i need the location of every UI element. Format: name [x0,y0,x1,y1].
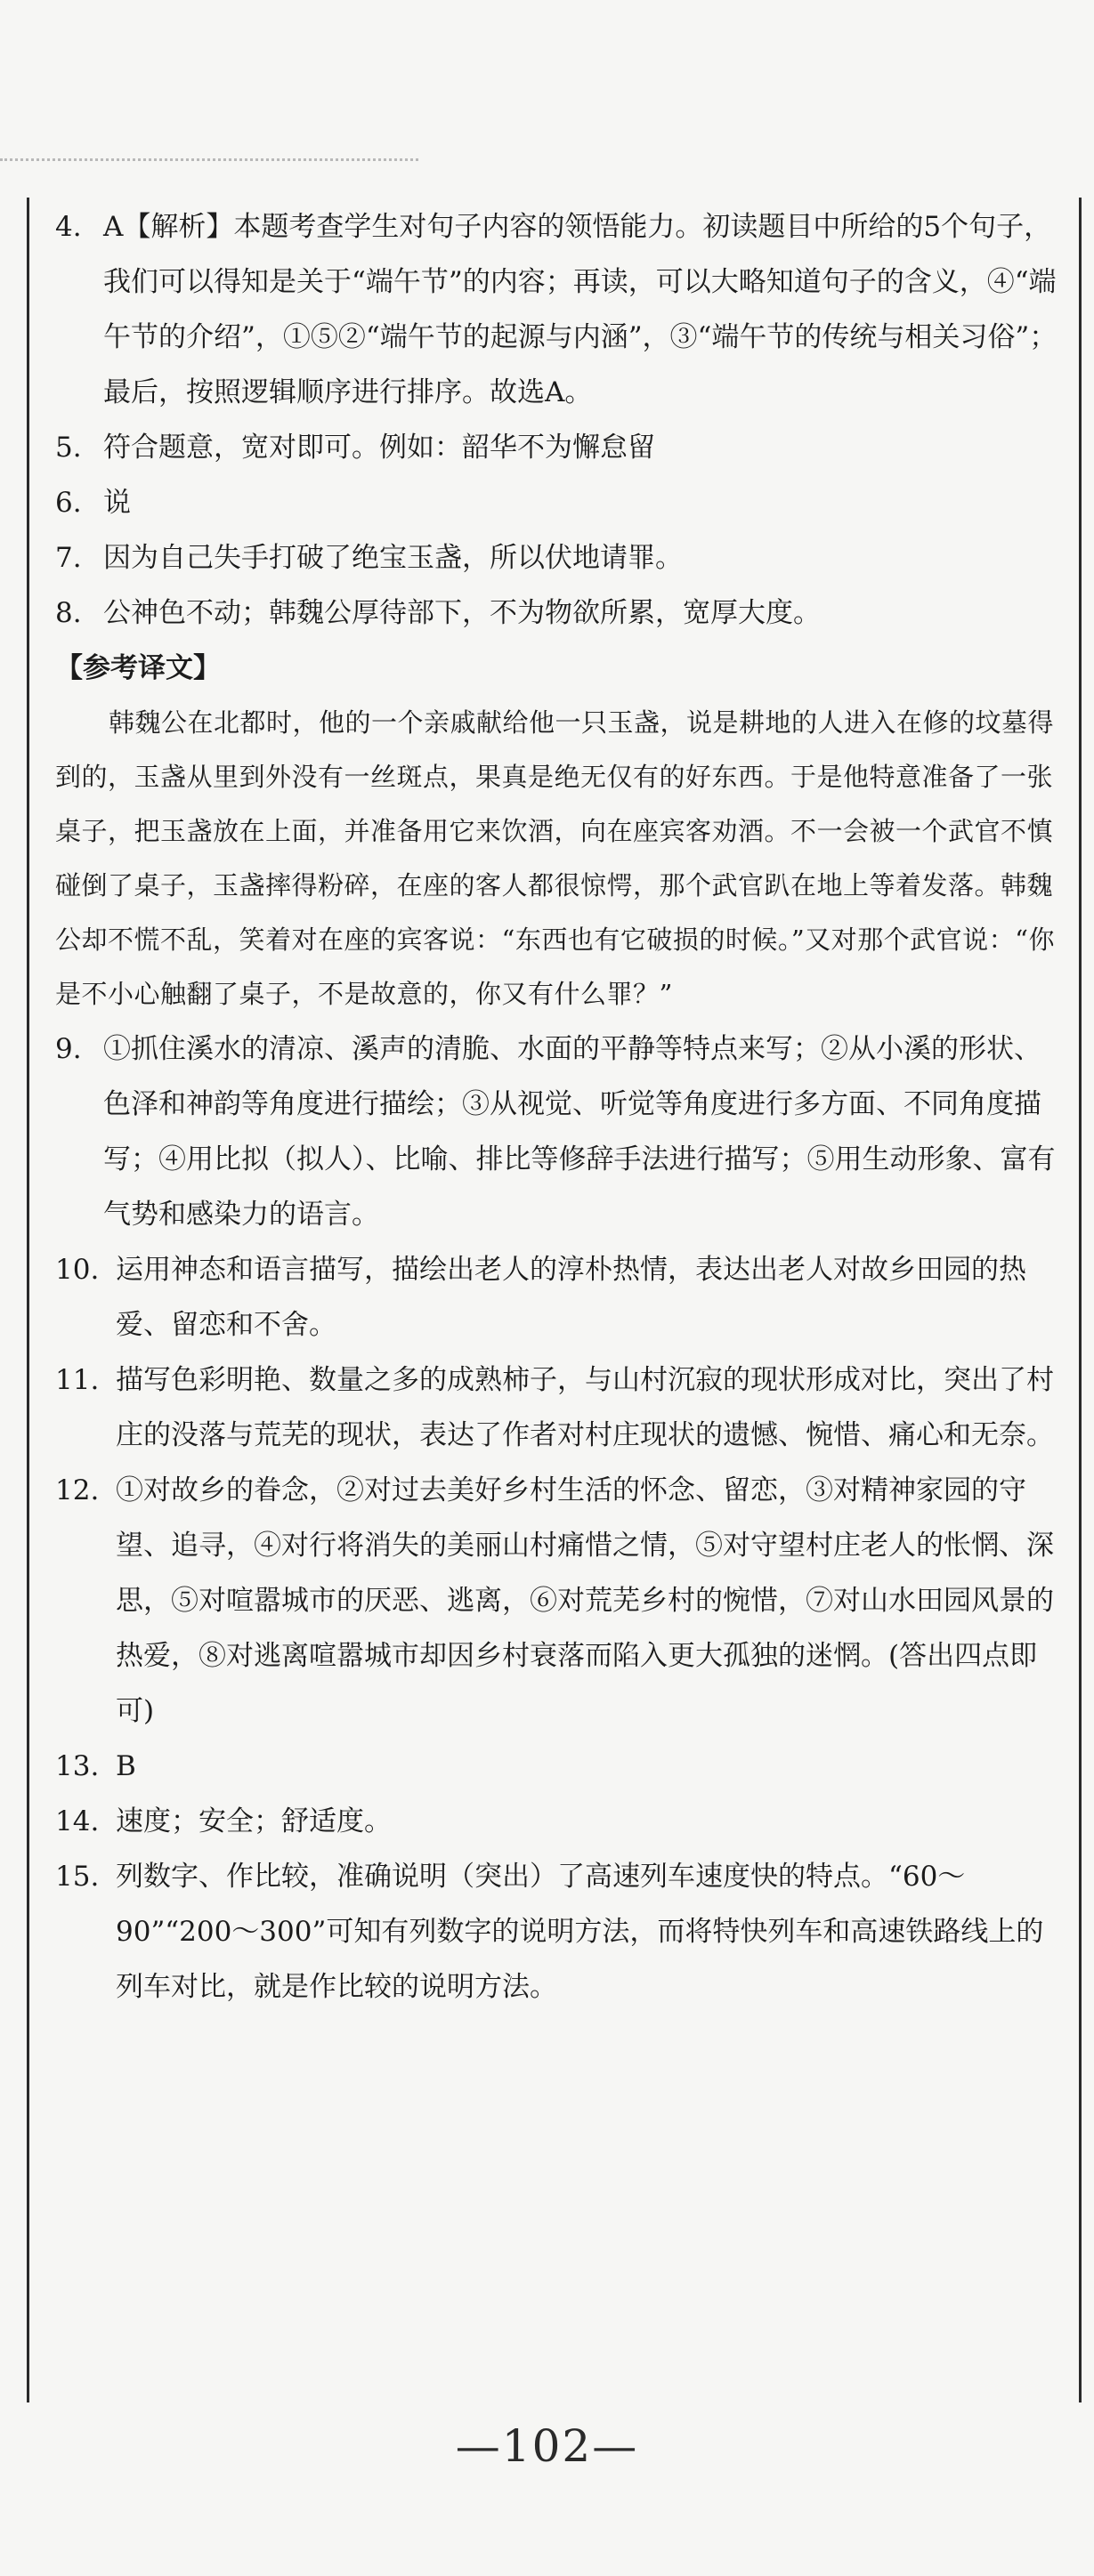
answer-number: 12. [55,1474,100,1506]
answer-number: 14. [55,1805,100,1837]
answer-item-14 [55,1794,1061,1849]
answer-text: B [116,1750,136,1782]
answer-item-13 [55,1739,1061,1794]
answer-number: 7. [55,542,82,574]
answer-item-10 [55,1242,1061,1353]
answer-item-6 [55,475,1061,530]
answer-number: 8. [55,597,82,629]
answer-item-15 [55,1849,1061,2015]
answer-number: 13. [55,1750,100,1782]
answer-text: ①对故乡的眷念，②对过去美好乡村生活的怀念、留恋，③对精神家园的守望、追寻，④对行将消失的美丽山村痛惜之情，⑤对守望村庄老人的怅惘、深思，⑤对喧嚣城市的厌恶、逃离，⑥对荒芜乡村的惋惜，⑦对山水田园风景的热爱，⑧对逃离喧嚣城市却因乡村衰落而陷入更大孤独的迷惘。(答出四点即可) [116,1474,1054,1727]
answer-number: 6. [55,487,82,519]
answer-text: 列数字、作比较，准确说明（突出）了高速列车速度快的特点。“60～90”“200～300”可知有列数字的说明方法，而将特快列车和高速铁路线上的列车对比，就是作比较的说明方法。 [116,1861,1044,2003]
top-dotted-divider [0,158,418,161]
answer-item-7 [55,530,1061,585]
answer-text: A【解析】本题考查学生对句子内容的领悟能力。初读题目中所给的5个句子，我们可以得知是关于“端午节”的内容；再读，可以大略知道句子的含义，④“端午节的介绍”，①⑤②“端午节的起源与内涵”，③“端午节的传统与相关习俗”；最后，按照逻辑顺序进行排序。故选A。 [103,211,1058,408]
answer-text: 运用神态和语言描写，描绘出老人的淳朴热情，表达出老人对故乡田园的热爱、留恋和不舍。 [116,1254,1026,1341]
translation-text: 韩魏公在北都时，他的一个亲戚献给他一只玉盏，说是耕地的人进入在修的坟墓得到的，玉盏从里到外没有一丝斑点，果真是绝无仅有的好东西。于是他特意准备了一张桌子，把玉盏放在上面，并准备用它来饮酒，向在座宾客劝酒。不一会被一个武官不慎碰倒了桌子，玉盏摔得粉碎，在座的客人都很惊愕，那个武官趴在地上等着发落。韩魏公却不慌不乱，笑着对在座的宾客说：“东西也有它破损的时候。”又对那个武官说：“你是不小心触翻了桌子，不是故意的，你又有什么罪？” [55,707,1055,1009]
answer-content [55,199,1061,2015]
answer-number: 11. [55,1364,100,1396]
answer-number: 9. [55,1033,82,1065]
page-number: —102— [455,2420,639,2472]
answer-number: 5. [55,432,82,464]
answer-item-12 [55,1463,1061,1739]
answer-number: 4. [55,211,82,243]
answer-item-4 [55,199,1061,420]
answer-item-5 [55,420,1061,475]
answer-text: 描写色彩明艳、数量之多的成熟柿子，与山村沉寂的现状形成对比，突出了村庄的没落与荒芜的现状，表达了作者对村庄现状的遗憾、惋惜、痛心和无奈。 [116,1364,1054,1451]
answer-number: 10. [55,1254,100,1286]
answer-text: 因为自己失手打破了绝宝玉盏，所以伏地请罪。 [103,542,683,574]
answer-number: 15. [55,1861,100,1893]
answer-text: 说 [103,487,131,519]
answer-text: 符合题意，宽对即可。例如：韶华不为懈怠留 [103,432,655,464]
answer-text: 速度；安全；舒适度。 [116,1805,392,1837]
answer-item-9 [55,1022,1061,1242]
translation-heading: 【参考译文】 [55,652,221,684]
answer-item-11 [55,1353,1061,1463]
answer-text: ①抓住溪水的清凉、溪声的清脆、水面的平静等特点来写；②从小溪的形状、色泽和神韵等角度进行描绘；③从视觉、听觉等角度进行多方面、不同角度描写；④用比拟（拟人）、比喻、排比等修辞手法进行描写；⑤用生动形象、富有气势和感染力的语言。 [103,1033,1056,1231]
answer-text: 公神色不动；韩魏公厚待部下，不为物欲所累，宽厚大度。 [103,597,821,629]
answer-item-8 [55,585,1061,641]
